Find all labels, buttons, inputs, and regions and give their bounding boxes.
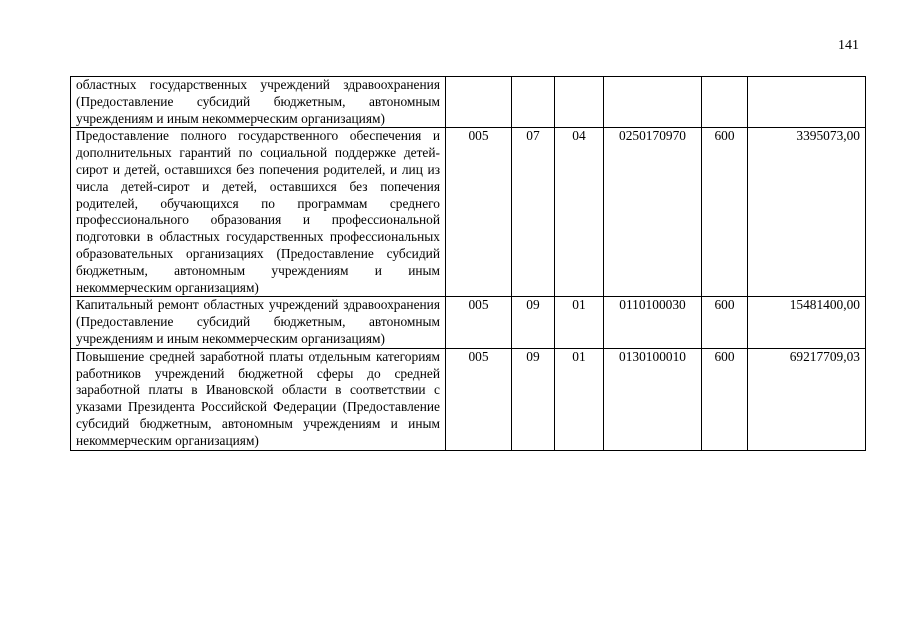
row-expense-type [702,77,748,128]
row-admin-code [446,77,512,128]
row-admin-code: 005 [446,348,512,450]
row-subsection: 01 [555,348,604,450]
row-target-code [604,77,702,128]
row-section: 09 [512,297,555,348]
row-amount: 69217709,03 [748,348,866,450]
row-target-code: 0130100010 [604,348,702,450]
row-name: областных государственных учреждений здравоохранения (Предоставление субсидий бюджетным, автономным учреждениям и иным некоммерческим организациям) [71,77,446,128]
row-target-code: 0250170970 [604,128,702,297]
row-name: Повышение средней заработной платы отдельным категориям работников учреждений бюджетной сферы до средней заработной платы в Ивановской области в соответствии с указами Президента Российской Федерации (Предоставление субсидий бюджетным, автономным учреждениям и иным некоммерческим организациям) [71,348,446,450]
row-name: Предоставление полного государственного обеспечения и дополнительных гарантий по социальной поддержке детей-сирот и детей, оставшихся без попечения родителей, и лиц из числа детей-сирот и детей, оставшихся без попечения родителей, обучающихся по программам среднего профессионального образования и профессиональной подготовки в областных государственных профессиональных образовательных организациях (Предоставление субсидий бюджетным, автономным учреждениям и иным некоммерческим организациям) [71,128,446,297]
row-expense-type: 600 [702,348,748,450]
row-admin-code: 005 [446,297,512,348]
row-admin-code: 005 [446,128,512,297]
row-amount [748,77,866,128]
row-subsection [555,77,604,128]
row-subsection: 04 [555,128,604,297]
row-target-code: 0110100030 [604,297,702,348]
table-row [71,128,866,297]
row-amount: 3395073,00 [748,128,866,297]
row-expense-type: 600 [702,128,748,297]
page-number: 141 [838,38,859,53]
row-subsection: 01 [555,297,604,348]
row-amount: 15481400,00 [748,297,866,348]
table-row [71,77,866,128]
row-name: Капитальный ремонт областных учреждений здравоохранения (Предоставление субсидий бюджетным, автономным учреждениям и иным некоммерческим организациям) [71,297,446,348]
table-row [71,297,866,348]
row-section: 09 [512,348,555,450]
table-row [71,348,866,450]
budget-table [70,76,866,451]
row-section [512,77,555,128]
row-expense-type: 600 [702,297,748,348]
row-section: 07 [512,128,555,297]
